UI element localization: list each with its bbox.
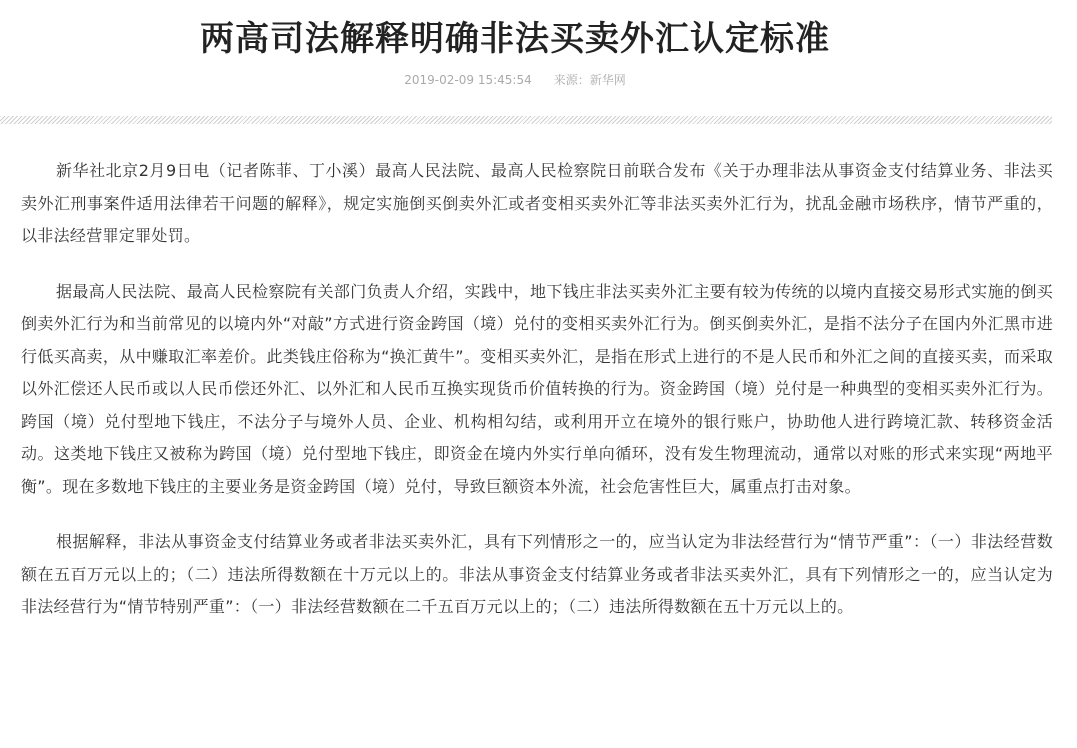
article-title: 两高司法解释明确非法买卖外汇认定标准 [200, 19, 830, 59]
title-divider [0, 116, 1052, 124]
article-paragraph: 据最高人民法院、最高人民检察院有关部门负责人介绍，实践中，地下钱庄非法买卖外汇主要有较为传统的以境内直接交易形式实施的倒买倒卖外汇行为和当前常见的以境内外“对敲”方式进行资金跨国（境）兑付的变相买卖外汇行为。倒买倒卖外汇，是指不法分子在国内外汇黑市进行低买高卖，从中赚取汇率差价。此类钱庄俗称为“换汇黄牛”。变相买卖外汇，是指在形式上进行的不是人民币和外汇之间的直接买卖，而采取以外汇偿还人民币或以人民币偿还外汇、以外汇和人民币互换实现货币价值转换的行为。资金跨国（境）兑付是一种典型的变相买卖外汇行为。跨国（境）兑付型地下钱庄，不法分子与境外人员、企业、机构相勾结，或利用开立在境外的银行账户，协助他人进行跨境汇款、转移资金活动。这类地下钱庄又被称为跨国（境）兑付型地下钱庄，即资金在境内外实行单向循环，没有发生物理流动，通常以对账的形式来实现“两地平衡”。现在多数地下钱庄的主要业务是资金跨国（境）兑付，导致巨额资本外流，社会危害性巨大，属重点打击对象。 [21, 281, 1053, 496]
article-paragraph: 根据解释，非法从事资金支付结算业务或者非法买卖外汇，具有下列情形之一的，应当认定为非法经营行为“情节严重”：（一）非法经营数额在五百万元以上的；（二）违法所得数额在十万元以上的。非法从事资金支付结算业务或者非法买卖外汇，具有下列情形之一的，应当认定为非法经营行为“情节特别严重”：（一）非法经营数额在二千五百万元以上的；（二）违法所得数额在五十万元以上的。 [21, 532, 1053, 616]
article-source: 来源：新华网 [553, 73, 626, 87]
article-body [21, 155, 1053, 647]
article-meta [0, 71, 1030, 89]
publish-datetime: 2019-02-09 15:45:54 [404, 73, 532, 87]
article-paragraph: 新华社北京2月9日电（记者陈菲、丁小溪）最高人民法院、最高人民检察院日前联合发布《关于办理非法从事资金支付结算业务、非法买卖外汇刑事案件适用法律若干问题的解释》，规定实施倒买倒卖外汇或者变相买卖外汇等非法买卖外汇行为，扰乱金融市场秩序，情节严重的，以非法经营罪定罪处罚。 [21, 161, 1053, 245]
